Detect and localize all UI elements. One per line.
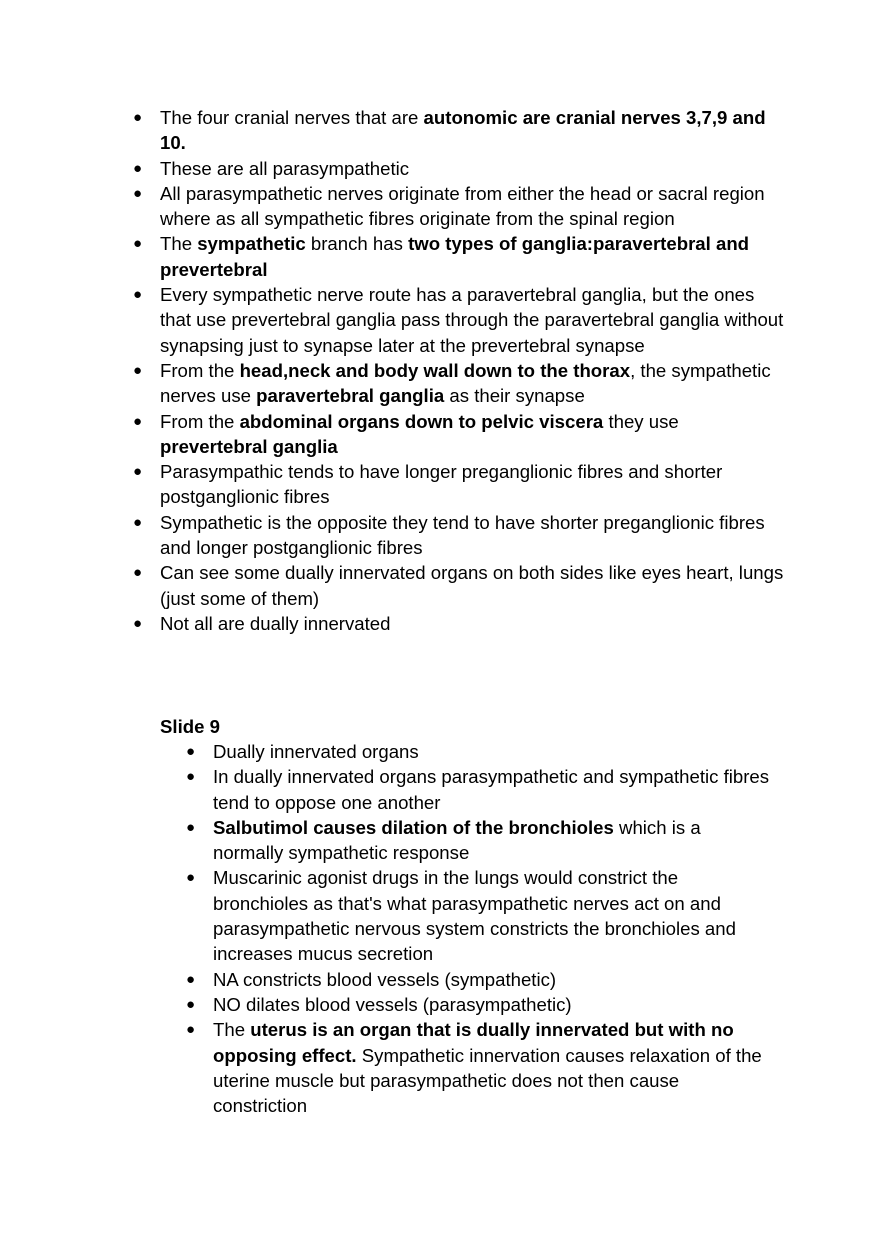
text: as their synapse [444,385,585,407]
list-item [133,358,785,409]
bullet-icon: ● [133,614,143,632]
text: All parasympathetic nerves originate from either the head or sacral region where as all sympathetic fibres originate from the spinal region [160,182,765,230]
list-item [186,815,773,866]
list-item [186,1017,773,1118]
list-item [186,739,773,764]
text: The [213,1019,251,1041]
list-item [133,459,785,510]
text: These are all parasympathetic [160,157,410,179]
text: Dually innervated organs [213,741,419,762]
list-item [186,865,773,966]
text: , the sympathetic nerves use [160,359,771,407]
bullet-icon: ● [186,970,196,988]
list-item [186,992,773,1017]
bold-text: prevertebral ganglia [160,435,338,457]
bullet-icon: ● [186,818,196,836]
list-item [186,764,773,815]
text: From the [160,410,240,432]
text: NA constricts blood vessels (sympathetic) [213,968,557,990]
list-item [133,105,785,156]
text: Parasympathic tends to have longer preganglionic fibres and shorter postganglionic fibres [160,461,723,508]
list-item [133,409,785,460]
list-item [133,282,785,358]
bullet-icon: ● [186,743,196,760]
bullet-icon: ● [133,513,143,531]
bold-text: uterus is an organ that is dually innervated but with no opposing effect. [213,1019,734,1066]
bullet-icon: ● [133,159,143,177]
bold-text: Salbutimol causes dilation of the bronchioles [213,816,614,838]
text: The four cranial nerves that are [160,107,424,128]
list-item [133,560,785,611]
bullet-icon: ● [186,869,196,887]
text: Not all are dually innervated [160,612,391,634]
list-item [133,181,785,232]
bullet-icon: ● [133,286,143,304]
bold-text: sympathetic [197,233,306,255]
bold-text: paravertebral ganglia [256,385,445,407]
text: Muscarinic agonist drugs in the lungs would constrict the bronchioles as that's what parasympathetic nerves act on and parasympathetic nervous system constricts the bronchioles and increases mucus secretion [213,867,736,965]
text: From the [160,359,240,381]
text: In dually innervated organs parasympathetic and sympathetic fibres tend to oppose one another [213,766,770,813]
text: Every sympathetic nerve route has a paravertebral ganglia, but the ones that use prevertebral ganglia pass through the paravertebral ganglia without synapsing just to synapse later at the prevertebral synapse [160,284,784,356]
bullet-icon: ● [133,463,143,481]
bold-text: abdominal organs down to pelvic viscera [239,410,604,432]
bullet-icon: ● [186,995,196,1013]
notes-bullet-list [133,105,785,636]
bullet-icon: ● [186,768,196,786]
list-item [133,156,785,181]
bold-text: two types of ganglia:paravertebral and prevertebral [160,233,750,280]
bullet-icon: ● [186,1021,196,1039]
bullet-icon: ● [133,184,143,202]
bullet-icon: ● [133,109,143,126]
bold-text: autonomic are cranial nerves 3,7,9 and 10. [160,107,766,154]
bullet-icon: ● [133,564,143,582]
bullet-icon: ● [133,235,143,253]
text: branch has [305,233,409,255]
bullet-icon: ● [133,412,143,430]
bold-text: head,neck and body wall down to the thorax [239,359,631,381]
text: Can see some dually innervated organs on both sides like eyes heart, lungs (just some of them) [160,562,784,609]
text: which is a normally sympathetic response [213,816,701,864]
text: Sympathetic is the opposite they tend to have shorter preganglionic fibres and longer postganglionic fibres [160,511,765,559]
list-item [133,231,785,282]
list-item [133,510,785,561]
text: Sympathetic innervation causes relaxation of the uterine muscle but parasympathetic does not then cause constriction [213,1044,762,1117]
slide-heading: Slide 9 [160,716,220,737]
text: they use [603,410,679,432]
bullet-icon: ● [133,361,143,379]
text: NO dilates blood vessels (parasympathetic) [213,993,572,1015]
list-item [186,967,773,992]
text: The [160,233,198,255]
slide-9-bullet-list [186,739,773,1118]
list-item [133,611,785,636]
